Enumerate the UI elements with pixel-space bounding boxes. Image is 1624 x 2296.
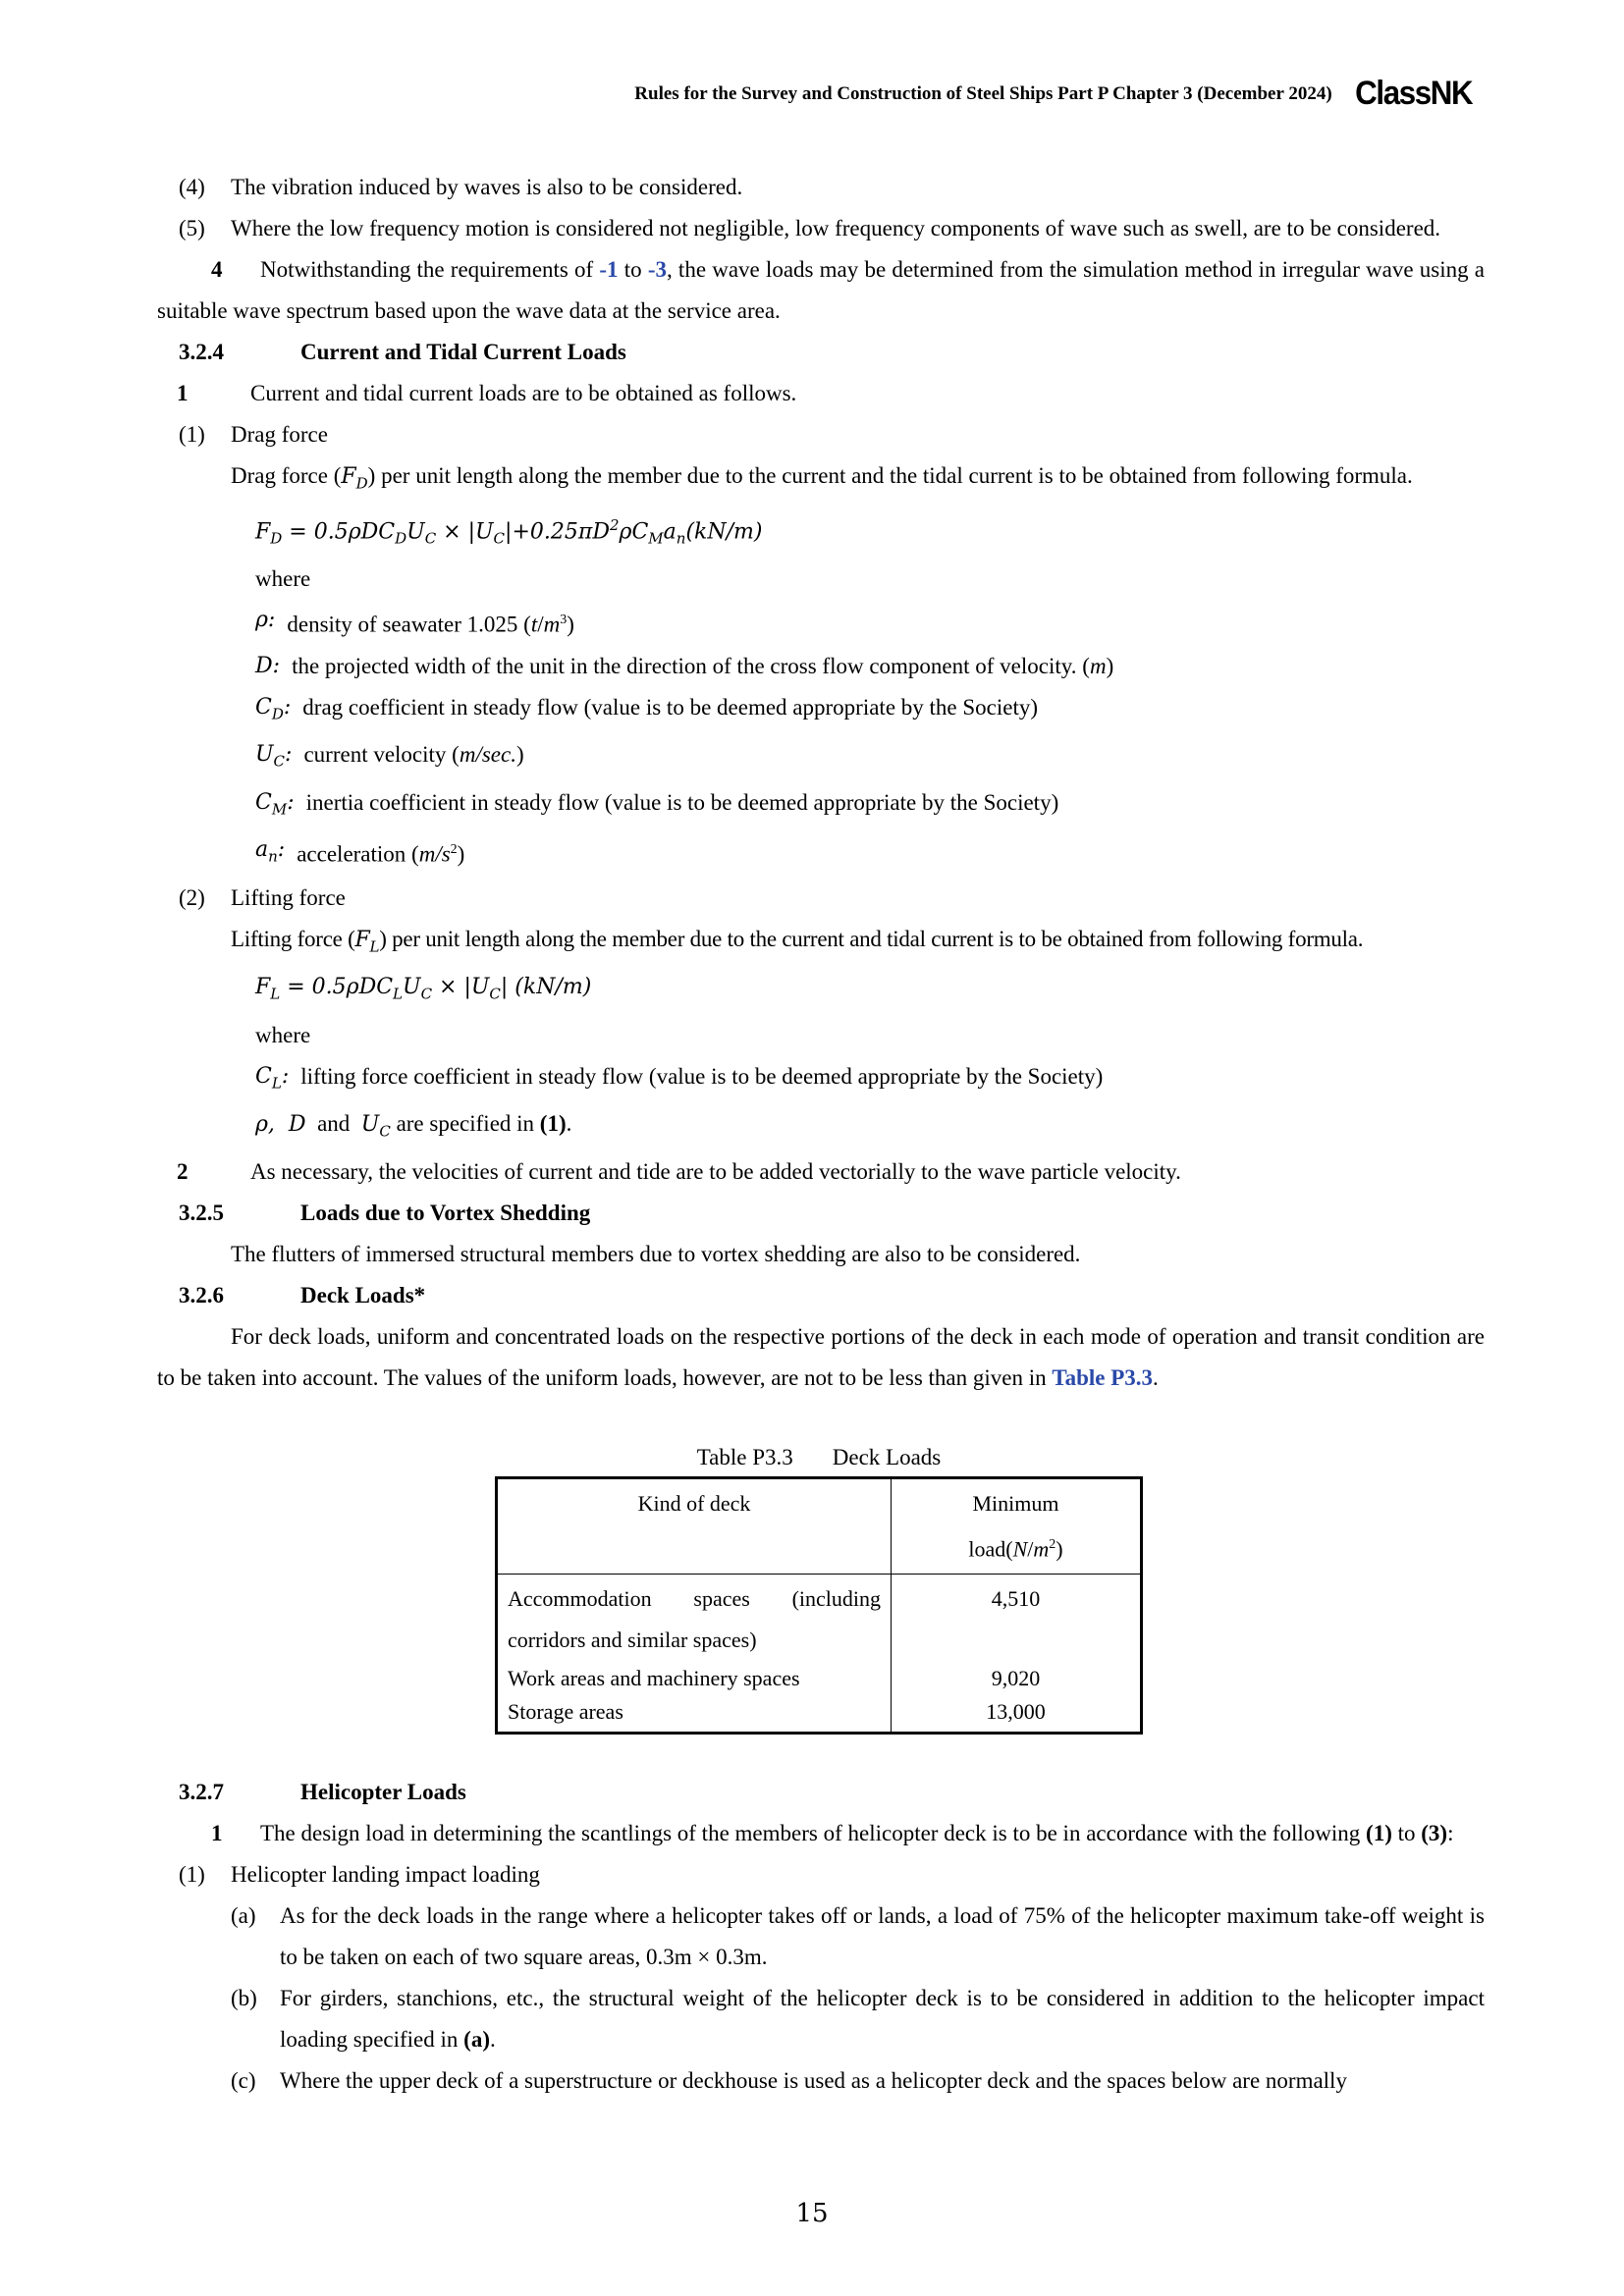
definition-cd bbox=[157, 687, 1485, 734]
item-text: Where the low frequency motion is considered not negligible, low frequency components of wave such as swell, are to be considered. bbox=[231, 216, 1441, 240]
text: For girders, stanchions, etc., the structural weight of the helicopter deck is to be considered in addition to the helicopter impact loading specified in bbox=[280, 1986, 1485, 2052]
item-title: Drag force bbox=[231, 422, 328, 447]
reference-link[interactable]: -1 bbox=[599, 257, 619, 282]
subitem-text bbox=[280, 1978, 1485, 2060]
where-label: where bbox=[255, 566, 311, 592]
definition-symbol: $U_C$: bbox=[255, 742, 293, 771]
subitem-c bbox=[157, 2060, 1485, 2102]
math-subscript: L bbox=[369, 937, 380, 956]
table-row bbox=[497, 1692, 1142, 1734]
definition-uc bbox=[157, 734, 1485, 781]
text: ) per unit length along the member due to the current and the tidal current is to be obtained from following formula. bbox=[367, 463, 1413, 488]
reference: (3) bbox=[1421, 1821, 1448, 1845]
paragraph-number: 1 bbox=[177, 381, 189, 405]
section-heading bbox=[157, 1772, 1485, 1813]
page-number: 15 bbox=[795, 2199, 829, 2228]
subitem-label: (b) bbox=[231, 1986, 257, 2010]
section-title: Deck Loads* bbox=[300, 1283, 426, 1308]
specified-note: ρ, D and $U_C$ are specified in (1). bbox=[255, 1110, 572, 1141]
cell-kind: Work areas and machinery spaces bbox=[497, 1665, 892, 1692]
item-text: The vibration induced by waves is also to be considered. bbox=[231, 175, 743, 199]
table-header-row bbox=[497, 1478, 1142, 1575]
definition-cm bbox=[157, 782, 1485, 829]
definition-text: density of seawater 1.025 $(t/m^3)$ bbox=[287, 612, 574, 637]
reference: (a) bbox=[463, 2027, 490, 2052]
table-caption bbox=[495, 1441, 1143, 1474]
item-5 bbox=[157, 208, 1485, 249]
cell-load: 4,510 bbox=[892, 1575, 1142, 1666]
cell-load: 13,000 bbox=[892, 1692, 1142, 1734]
section-number: 3.2.5 bbox=[179, 1201, 224, 1226]
text: are specified in bbox=[390, 1110, 540, 1136]
item-number: (4) bbox=[179, 175, 205, 199]
text: . bbox=[566, 1110, 572, 1136]
deck-loads-table bbox=[495, 1476, 1143, 1735]
section-text: The flutters of immersed structural members due to vortex shedding are also to be considered. bbox=[231, 1242, 1081, 1267]
text: to bbox=[1391, 1821, 1422, 1845]
definition-symbol: $C_L$: bbox=[255, 1063, 290, 1092]
header-kind-of-deck: Kind of deck bbox=[497, 1478, 892, 1575]
definition-an bbox=[157, 829, 1485, 877]
definition-symbol: $a_n$: bbox=[255, 837, 286, 866]
definition-text: acceleration $(m/s^2)$ bbox=[297, 841, 465, 867]
math-subscript: D bbox=[355, 474, 368, 493]
page-header bbox=[634, 75, 1477, 113]
math-symbol: $U_C$ bbox=[360, 1111, 391, 1141]
table-row bbox=[497, 1575, 1142, 1666]
item-drag-force bbox=[157, 414, 1485, 455]
text: . bbox=[489, 2027, 496, 2052]
section-title: Loads due to Vortex Shedding bbox=[300, 1201, 591, 1226]
lifting-force-description bbox=[157, 919, 1485, 968]
definition-symbol: D: bbox=[255, 653, 281, 678]
math-symbol: F bbox=[341, 464, 356, 489]
section-heading bbox=[157, 1193, 1485, 1234]
section-text bbox=[157, 1316, 1485, 1399]
subitem-text: As for the deck loads in the range where a helicopter takes off or lands, a load of 75% of the helicopter maximum take-off weight is to be taken on each of two square areas, 0.3m × 0.3m. bbox=[280, 1903, 1485, 1969]
paragraph-number: 4 bbox=[211, 257, 223, 282]
definition-d bbox=[157, 646, 1485, 687]
lift-formula: $F_L = 0.5\rho DC_LU_C \times |U_C|$ (kN/m) bbox=[255, 975, 592, 1003]
text: . bbox=[1153, 1365, 1159, 1391]
item-number: (5) bbox=[179, 216, 205, 240]
item-4 bbox=[157, 167, 1485, 208]
cell-load: 9,020 bbox=[892, 1665, 1142, 1692]
definition-text: drag coefficient in steady flow (value is to be deemed appropriate by the Society) bbox=[302, 694, 1039, 720]
paragraph-text: Notwithstanding the requirements of bbox=[260, 257, 600, 282]
cell-kind: Storage areas bbox=[497, 1692, 892, 1734]
subitem-b bbox=[157, 1978, 1485, 2060]
definition-symbol: $C_D$: bbox=[255, 694, 292, 723]
math-symbols: ρ, D bbox=[255, 1111, 306, 1137]
subitem-label: (a) bbox=[231, 1903, 256, 1928]
item-lifting-force bbox=[157, 878, 1485, 919]
item-number: (2) bbox=[179, 884, 205, 910]
header-title: Rules for the Survey and Construction of Steel Ships Part P Chapter 3 (December 2024) bbox=[634, 82, 1332, 104]
definition-rho bbox=[157, 600, 1485, 646]
paragraph-2 bbox=[157, 1151, 1485, 1193]
subitem-label: (c) bbox=[231, 2068, 256, 2093]
cell-text: Accommodation spaces (including corridors and similar spaces) bbox=[508, 1586, 881, 1653]
section-number: 3.2.7 bbox=[179, 1780, 224, 1804]
section-heading bbox=[157, 1275, 1485, 1316]
section-title: Helicopter Loads bbox=[300, 1780, 466, 1804]
drag-force-description bbox=[157, 455, 1485, 505]
paragraph-number: 1 bbox=[211, 1821, 223, 1845]
paragraph-4 bbox=[157, 249, 1485, 332]
section-3-2-7 bbox=[157, 1772, 1485, 2102]
cell-kind bbox=[497, 1575, 892, 1666]
text: Lifting force ( bbox=[231, 926, 355, 951]
definition-symbol: ρ: bbox=[255, 608, 276, 633]
paragraph-number: 2 bbox=[177, 1159, 189, 1185]
reference: (1) bbox=[1366, 1821, 1392, 1845]
subitem-text: Where the upper deck of a superstructure or deckhouse is used as a helicopter deck and the spaces below are normally bbox=[280, 2068, 1347, 2093]
drag-formula: $F_D = 0.5\rho DC_DU_C \times |U_C|+0.25\pi D^2\rho C_Ma_n(kN/m)$ bbox=[255, 515, 763, 548]
definition-symbol: $C_M$: bbox=[255, 789, 295, 819]
section-title: Current and Tidal Current Loads bbox=[300, 340, 626, 364]
section-heading bbox=[157, 332, 1485, 373]
definition-text: the projected width of the unit in the direction of the cross flow component of velocity. (m) bbox=[292, 653, 1114, 678]
definition-text: lifting force coefficient in steady flow (value is to be deemed appropriate by the Society) bbox=[300, 1063, 1104, 1089]
item-title: Helicopter landing impact loading bbox=[231, 1862, 540, 1887]
paragraph-1 bbox=[157, 1813, 1485, 1854]
definition-text: inertia coefficient in steady flow (value is to be deemed appropriate by the Society) bbox=[305, 789, 1059, 815]
deck-loads-table-block bbox=[495, 1441, 1143, 1735]
paragraph-text: Current and tidal current loads are to be obtained as follows. bbox=[250, 381, 797, 405]
reference: (1) bbox=[539, 1110, 567, 1136]
item-landing-impact bbox=[157, 1854, 1485, 1896]
text: : bbox=[1447, 1821, 1454, 1845]
item-number: (1) bbox=[179, 1862, 205, 1887]
table-number: Table P3.3 bbox=[696, 1445, 793, 1469]
table-row bbox=[497, 1665, 1142, 1692]
where-label: where bbox=[255, 1022, 311, 1047]
definition-cl bbox=[157, 1056, 1485, 1103]
text: For deck loads, uniform and concentrated loads on the respective portions of the deck in each mode of operation and transit condition are to be taken into account. The values of the uniform loads, however, are not to be less than given in bbox=[157, 1324, 1485, 1391]
main-content bbox=[157, 167, 1485, 1399]
header-unit: $load(N/m^2)$ bbox=[968, 1536, 1063, 1562]
table-reference-link[interactable]: Table P3.3 bbox=[1052, 1365, 1154, 1391]
paragraph-1 bbox=[157, 373, 1485, 414]
table-title: Deck Loads bbox=[832, 1445, 942, 1469]
reference-link[interactable]: -3 bbox=[647, 257, 667, 282]
classnk-logo: ClassNK bbox=[1354, 75, 1472, 112]
header-minimum-load bbox=[892, 1478, 1142, 1575]
subitem-a bbox=[157, 1896, 1485, 1978]
text: The design load in determining the scantlings of the members of helicopter deck is to be in accordance with the following bbox=[260, 1821, 1367, 1845]
text: Drag force ( bbox=[231, 463, 342, 488]
paragraph-text: to bbox=[618, 257, 648, 282]
item-number: (1) bbox=[179, 422, 205, 447]
text: ) per unit length along the member due to the current and tidal current is to be obtained from following formula. bbox=[379, 926, 1364, 951]
math-symbol: F bbox=[354, 927, 370, 952]
header-line: Minimum bbox=[972, 1491, 1059, 1516]
definition-text: current velocity (m/sec.) bbox=[303, 742, 524, 768]
paragraph-text: , the wave loads may be determined from the simulation method in irregular wave using a suitable wave spectrum based upon the wave data at the service area. bbox=[157, 257, 1486, 323]
section-number: 3.2.6 bbox=[179, 1283, 224, 1308]
section-number: 3.2.4 bbox=[179, 340, 224, 364]
item-title: Lifting force bbox=[231, 884, 346, 910]
paragraph-text: As necessary, the velocities of current and tide are to be added vectorially to the wave particle velocity. bbox=[250, 1159, 1181, 1185]
